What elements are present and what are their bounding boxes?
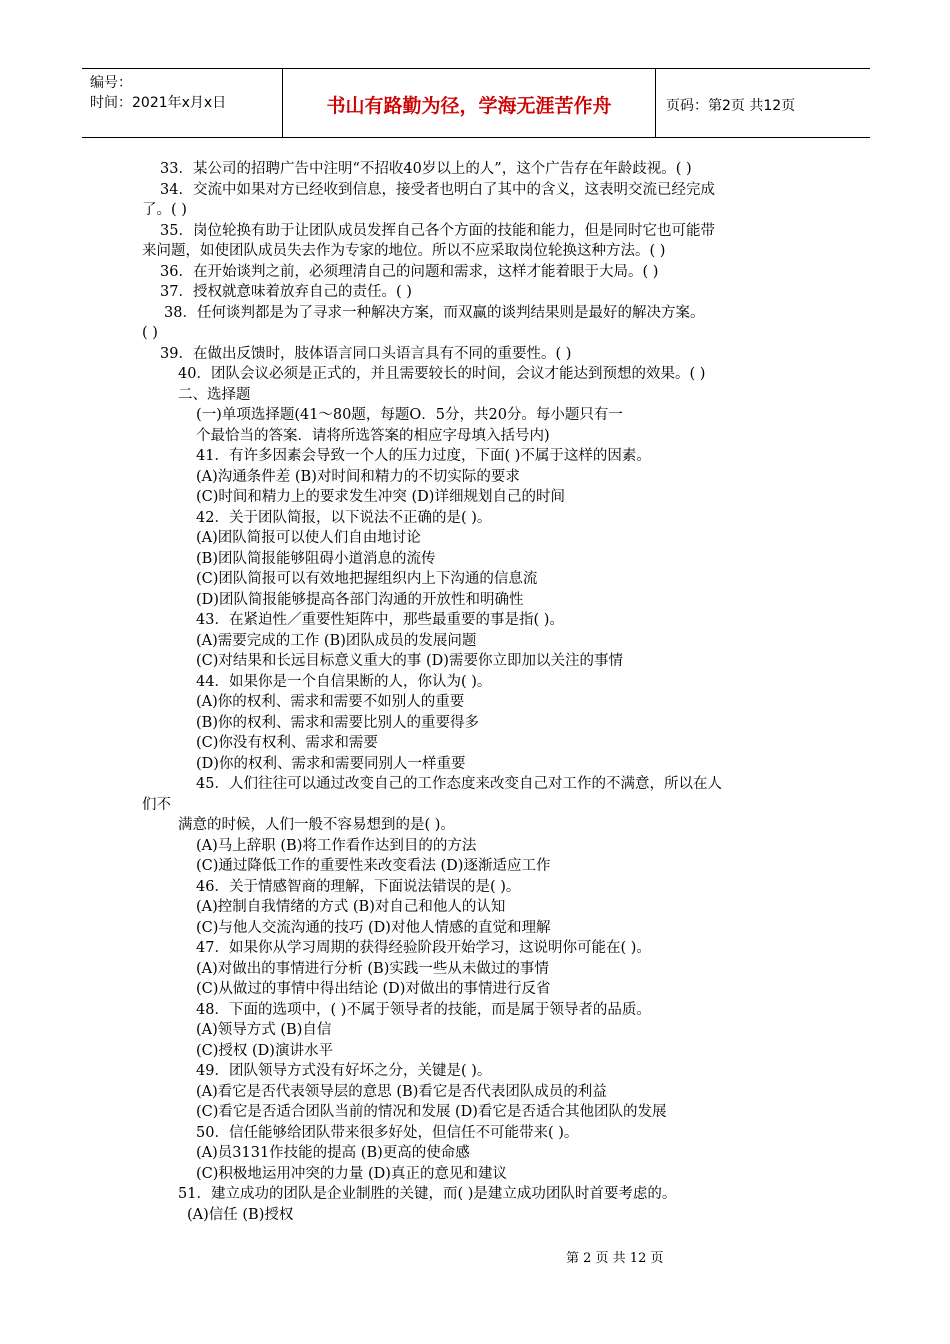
body-line: 35．岗位轮换有助于让团队成员发挥自己各个方面的技能和能力，但是同时它也可能带 (160, 223, 715, 239)
header-motto: 书山有路勤为径，学海无涯苦作舟 (326, 95, 612, 117)
document-time-label: 时间：2021年x月x日 (90, 95, 227, 111)
option-line: (B)团队简报能够阻碍小道消息的流传 (196, 551, 436, 567)
option-line: (A)你的权利、需求和需要不如别人的重要 (196, 694, 465, 710)
option-line: (A)马上辞职 (B)将工作看作达到目的的方法 (196, 838, 477, 854)
body-line: 37．授权就意味着放弃自己的责任。( ) (160, 284, 412, 300)
option-line: (A)沟通条件差 (B)对时间和精力的不切实际的要求 (196, 469, 520, 485)
option-line: (A)看它是否代表领导层的意思 (B)看它是否代表团队成员的利益 (196, 1084, 607, 1100)
option-line: (C)对结果和长远目标意义重大的事 (D)需要你立即加以关注的事情 (196, 653, 623, 669)
body-line: (一)单项选择题(41～80题，每题O．5分，共20分。每小题只有一 (196, 407, 623, 423)
body-line: 36．在开始谈判之前，必须理清自己的问题和需求，这样才能着眼于大局。( ) (160, 264, 659, 280)
page-footer: 第 2 页 共 12 页 (566, 1251, 664, 1266)
header-left-cell (82, 69, 283, 137)
option-line: (C)你没有权利、需求和需要 (196, 735, 378, 751)
option-line: (C)授权 (D)演讲水平 (196, 1043, 333, 1059)
option-line: (A)对做出的事情进行分析 (B)实践一些从未做过的事情 (196, 961, 549, 977)
section-heading: 二、选择题 (178, 387, 251, 403)
question-line: 46．关于情感智商的理解，下面说法错误的是( )。 (196, 879, 521, 895)
header-right-cell (656, 69, 870, 137)
page-header (82, 68, 870, 138)
option-line: (A)团队简报可以使人们自由地讨论 (196, 530, 421, 546)
option-line: (A)信任 (B)授权 (187, 1207, 294, 1223)
option-line: (C)团队简报可以有效地把握组织内上下沟通的信息流 (196, 571, 538, 587)
question-line: 42．关于团队简报，以下说法不正确的是( )。 (196, 510, 492, 526)
header-middle-cell (283, 69, 656, 137)
body-line: 38．任何谈判都是为了寻求一种解决方案，而双赢的谈判结果则是最好的解决方案。 (164, 305, 705, 321)
body-line: 34．交流中如果对方已经收到信息，接受者也明白了其中的含义，这表明交流已经完成 (160, 182, 715, 198)
question-line: 49．团队领导方式没有好坏之分，关键是( )。 (196, 1063, 492, 1079)
option-line: (A)控制自我情绪的方式 (B)对自己和他人的认知 (196, 899, 506, 915)
question-line: 51．建立成功的团队是企业制胜的关键，而( )是建立成功团队时首要考虑的。 (178, 1186, 677, 1202)
option-line: (C)通过降低工作的重要性来改变看法 (D)逐渐适应工作 (196, 858, 551, 874)
question-line: 们不 (142, 797, 171, 813)
header-page-info: 页码：第2页 共12页 (666, 98, 796, 114)
body-line: 39．在做出反馈时，肢体语言同口头语言具有不同的重要性。( ) (160, 346, 572, 362)
question-line: 45．人们往往可以通过改变自己的工作态度来改变自己对工作的不满意，所以在人 (196, 776, 722, 792)
option-line: (C)从做过的事情中得出结论 (D)对做出的事情进行反省 (196, 981, 551, 997)
option-line: (C)积极地运用冲突的力量 (D)真正的意见和建议 (196, 1166, 507, 1182)
question-line: 50．信任能够给团队带来很多好处，但信任不可能带来( )。 (196, 1125, 579, 1141)
option-line: (A)领导方式 (B)自信 (196, 1022, 332, 1038)
body-line: ( ) (142, 325, 158, 341)
body-line: 了。( ) (142, 202, 187, 218)
option-line: (C)时间和精力上的要求发生冲突 (D)详细规划自己的时间 (196, 489, 565, 505)
question-line: 47．如果你从学习周期的获得经验阶段开始学习，这说明你可能在( )。 (196, 940, 651, 956)
option-line: (C)与他人交流沟通的技巧 (D)对他人情感的直觉和理解 (196, 920, 551, 936)
question-line: 48．下面的选项中，( )不属于领导者的技能，而是属于领导者的品质。 (196, 1002, 651, 1018)
question-line: 41．有许多因素会导致一个人的压力过度，下面( )不属于这样的因素。 (196, 448, 651, 464)
option-line: (A)员3131作技能的提高 (B)更高的使命感 (196, 1145, 470, 1161)
option-line: (B)你的权利、需求和需要比别人的重要得多 (196, 715, 479, 731)
body-line: 来问题，如使团队成员失去作为专家的地位。所以不应采取岗位轮换这种方法。( ) (142, 243, 666, 259)
question-line: 43．在紧迫性／重要性矩阵中，那些最重要的事是指( )。 (196, 612, 564, 628)
question-line: 满意的时候，人们一般不容易想到的是( )。 (178, 817, 455, 833)
body-line: 个最恰当的答案．请将所选答案的相应字母填入括号内) (196, 428, 550, 444)
option-line: (A)需要完成的工作 (B)团队成员的发展问题 (196, 633, 477, 649)
option-line: (C)看它是否适合团队当前的情况和发展 (D)看它是否适合其他团队的发展 (196, 1104, 667, 1120)
document-number-label: 编号： (90, 75, 132, 91)
option-line: (D)你的权利、需求和需要同别人一样重要 (196, 756, 466, 772)
question-line: 44．如果你是一个自信果断的人，你认为( )。 (196, 674, 492, 690)
option-line: (D)团队简报能够提高各部门沟通的开放性和明确性 (196, 592, 524, 608)
body-line: 33．某公司的招聘广告中注明“不招收40岁以上的人”，这个广告存在年龄歧视。( ) (160, 161, 692, 177)
body-line: 40．团队会议必须是正式的，并且需要较长的时间，会议才能达到预想的效果。( ) (178, 366, 706, 382)
